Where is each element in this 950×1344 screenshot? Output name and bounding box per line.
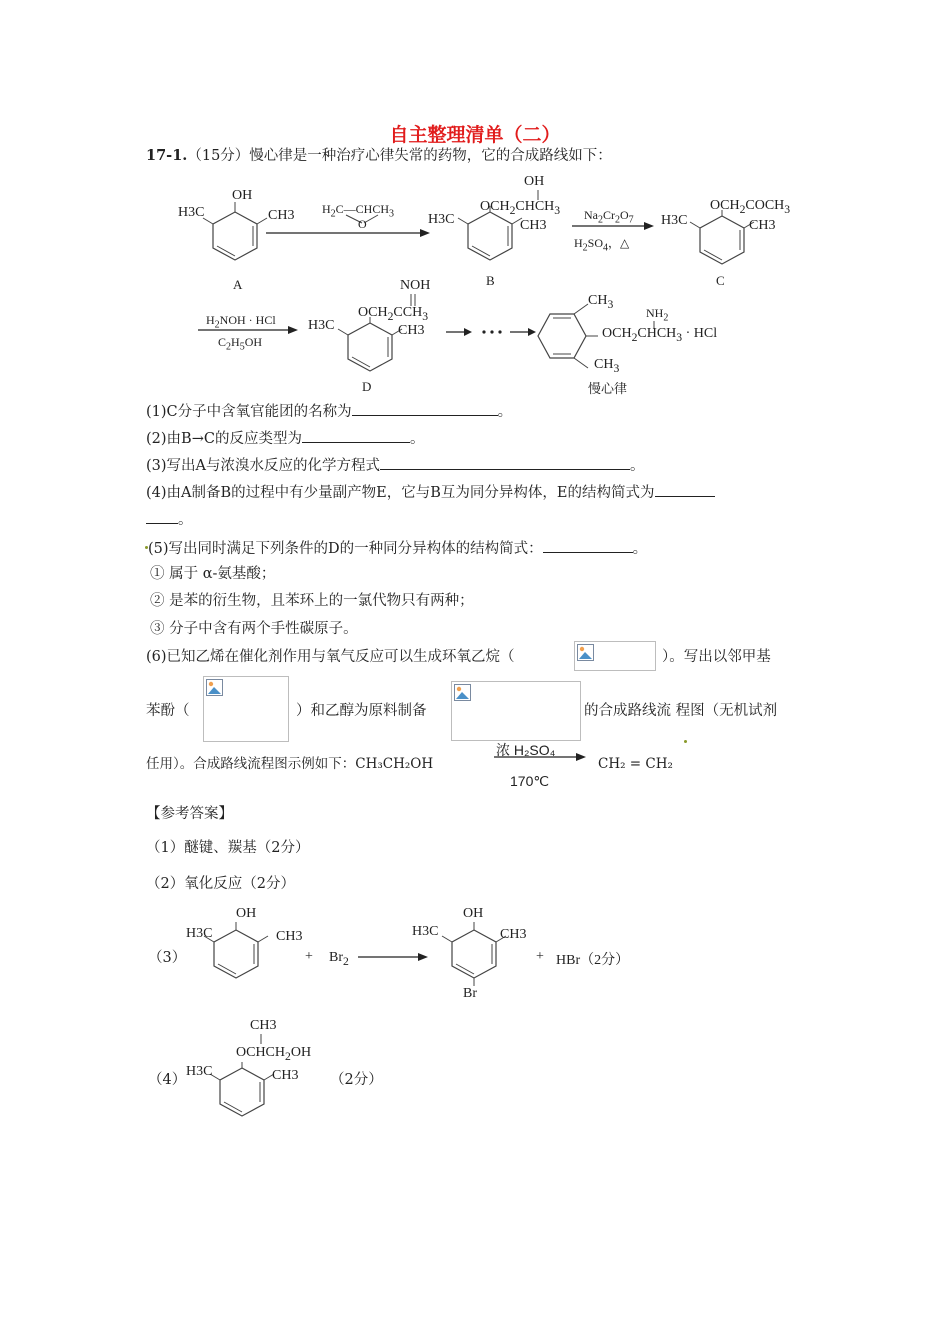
reagent-hydroxylamine: $H_2NOH$ · HCl	[206, 313, 276, 331]
a3-product-oh: OH	[463, 906, 484, 921]
a3-reactant-oh: OH	[236, 906, 257, 921]
question-3-end: 。	[630, 458, 645, 474]
broken-image-icon	[577, 644, 594, 661]
problem-intro	[146, 147, 612, 165]
question-5-end: 。	[632, 541, 648, 557]
answer-blank-4b[interactable]	[146, 509, 178, 524]
question-6-line2b: ）和乙醇为原料制备	[296, 703, 427, 719]
product-ch3-bottom: $CH_3$	[594, 357, 620, 375]
question-5-text: (5)写出同时满足下列条件的D的一种同分异构体的结构简式：	[148, 541, 543, 557]
arrow-3	[198, 325, 298, 335]
a4-ch3-top: CH3	[250, 1018, 277, 1033]
b-oh: OH	[524, 174, 545, 189]
question-4-cont	[146, 509, 193, 529]
question-1	[146, 401, 512, 421]
a3-plus-2: +	[536, 949, 544, 964]
arrow-1	[266, 228, 430, 238]
answer-header: 【参考答案】	[146, 806, 233, 822]
question-2-end: 。	[409, 431, 425, 447]
b-h3c: H3C	[428, 212, 455, 227]
a3-arrow	[358, 952, 428, 962]
image-placeholder-epoxide	[574, 641, 656, 671]
reagent-propylene-oxide: $H_2C—CHCH_3$	[322, 202, 395, 220]
question-6-line2c: 的合成路线流 程图（无机试剂	[584, 703, 778, 719]
condition-3: ③ 分子中含有两个手性碳原子。	[150, 621, 358, 637]
a4-ch3-bond	[259, 1034, 263, 1044]
b-substituent: $OCH_2CHCH_3$	[480, 199, 561, 217]
answer-blank-2[interactable]	[302, 428, 410, 443]
a3-tail: HBr（2分）	[556, 953, 630, 968]
a3-product-br: Br	[463, 986, 477, 1001]
reagent-na2cr2o7: $Na_2Cr_2O_7$	[584, 208, 634, 226]
example-condition-top: 浓 H₂SO₄	[496, 742, 556, 758]
d-substituent: $OCH_2CCH_3$	[358, 305, 429, 323]
problem-intro-text: （15分）慢心律是一种治疗心律失常的药物，它的合成路线如下：	[187, 148, 612, 164]
label-a: A	[233, 277, 243, 292]
answer-2: （2）氧化反应（2分）	[146, 876, 295, 892]
epoxide-o: O	[358, 217, 367, 231]
question-4	[146, 482, 715, 502]
a3-reactant-h3c: H3C	[186, 926, 213, 941]
product-ch3-top: $CH_3$	[588, 293, 614, 311]
arrow-2	[572, 221, 654, 231]
label-product: 慢心律	[588, 382, 628, 397]
question-6-line1b: ）。写出以邻甲基	[662, 649, 771, 665]
answer-blank-3[interactable]	[380, 455, 630, 470]
benzene-ring-a3-reactant	[206, 930, 266, 980]
answer-4-tail: （2分）	[330, 1072, 383, 1088]
reagent-ethanol: $C_2H_5OH$	[218, 335, 263, 353]
d-noh: NOH	[400, 278, 431, 293]
a-oh: OH	[232, 188, 253, 203]
a3-product-ch3: CH3	[500, 927, 527, 942]
example-arrow	[494, 752, 586, 762]
question-6-line2a: 苯酚（	[146, 703, 190, 719]
answer-blank-4a[interactable]	[655, 482, 715, 497]
question-5	[148, 538, 647, 558]
page-title: 自主整理清单（二）	[389, 124, 561, 146]
a-h3c: H3C	[178, 205, 205, 220]
question-6-line3a: 任用）。合成路线流程图示例如下：CH₃CH₂OH	[146, 756, 434, 772]
question-6-line1a: (6)已知乙烯在催化剂作用与氧气反应可以生成环氧乙烷（	[146, 649, 515, 665]
d-h3c: H3C	[308, 318, 335, 333]
b-ch3: CH3	[520, 218, 547, 233]
question-4-text: (4)由A制备B的过程中有少量副产物E，它与B互为同分异构体，E的结构简式为	[146, 485, 655, 501]
c-substituent: $OCH_2COCH_3$	[710, 198, 791, 216]
benzene-ring-a	[205, 212, 265, 262]
example-condition-bottom: 170℃	[510, 773, 550, 789]
condition-2: ② 是苯的衍生物，且苯环上的一氯代物只有两种；	[150, 593, 474, 609]
image-placeholder-cresol	[203, 676, 289, 742]
question-3	[146, 455, 645, 475]
a3-product-h3c: H3C	[412, 924, 439, 939]
question-2-text: (2)由B→C的反应类型为	[146, 431, 302, 447]
question-1-text: (1)C分子中含氧官能团的名称为	[146, 404, 352, 420]
label-b: B	[486, 273, 495, 288]
c-h3c: H3C	[661, 213, 688, 228]
benzene-ring-d	[340, 323, 400, 373]
reagent-h2so4: $H_2SO_4$，△	[574, 236, 630, 254]
condition-1: ① 属于 α-氨基酸；	[150, 566, 276, 582]
broken-image-icon	[206, 679, 223, 696]
problem-number: 17-1.	[146, 147, 188, 164]
question-1-end: 。	[497, 404, 513, 420]
arrow-dots	[446, 326, 538, 338]
a3-br2: $Br_2$	[329, 950, 349, 968]
question-6-line3b: CH₂ = CH₂	[598, 756, 673, 772]
product-nh2: $NH_2$	[646, 306, 669, 324]
a4-h3c: H3C	[186, 1064, 213, 1079]
label-d: D	[362, 379, 372, 394]
a3-plus-1: +	[305, 949, 313, 964]
c-ch3: CH3	[749, 218, 776, 233]
stray-dot-2	[684, 740, 687, 743]
benzene-ring-a4	[212, 1068, 272, 1118]
benzene-ring-product	[540, 310, 604, 364]
question-2	[146, 428, 424, 448]
image-placeholder-target	[451, 681, 581, 741]
answer-3-label: （3）	[148, 950, 187, 966]
answer-blank-1[interactable]	[352, 401, 498, 416]
a4-substituent: $OCHCH_2OH$	[236, 1045, 312, 1063]
answer-1: （1）醚键、羰基（2分）	[146, 840, 310, 856]
benzene-ring-a3-product	[444, 930, 504, 986]
question-4-end: 。	[178, 512, 193, 528]
benzene-ring-c	[692, 216, 752, 266]
answer-blank-5[interactable]	[543, 538, 633, 553]
product-side-chain: $OCH_2CHCH_3$ · HCl	[602, 326, 718, 344]
d-ch3: CH3	[398, 323, 425, 338]
answer-4-label: （4）	[148, 1072, 187, 1088]
a3-reactant-ch3: CH3	[276, 929, 303, 944]
label-c: C	[716, 273, 725, 288]
epoxide-bridge	[340, 214, 400, 226]
benzene-ring-b	[460, 212, 520, 262]
question-3-text: (3)写出A与浓溴水反应的化学方程式	[146, 458, 381, 474]
broken-image-icon	[454, 684, 471, 701]
a4-ch3: CH3	[272, 1068, 299, 1083]
a-ch3: CH3	[268, 208, 295, 223]
